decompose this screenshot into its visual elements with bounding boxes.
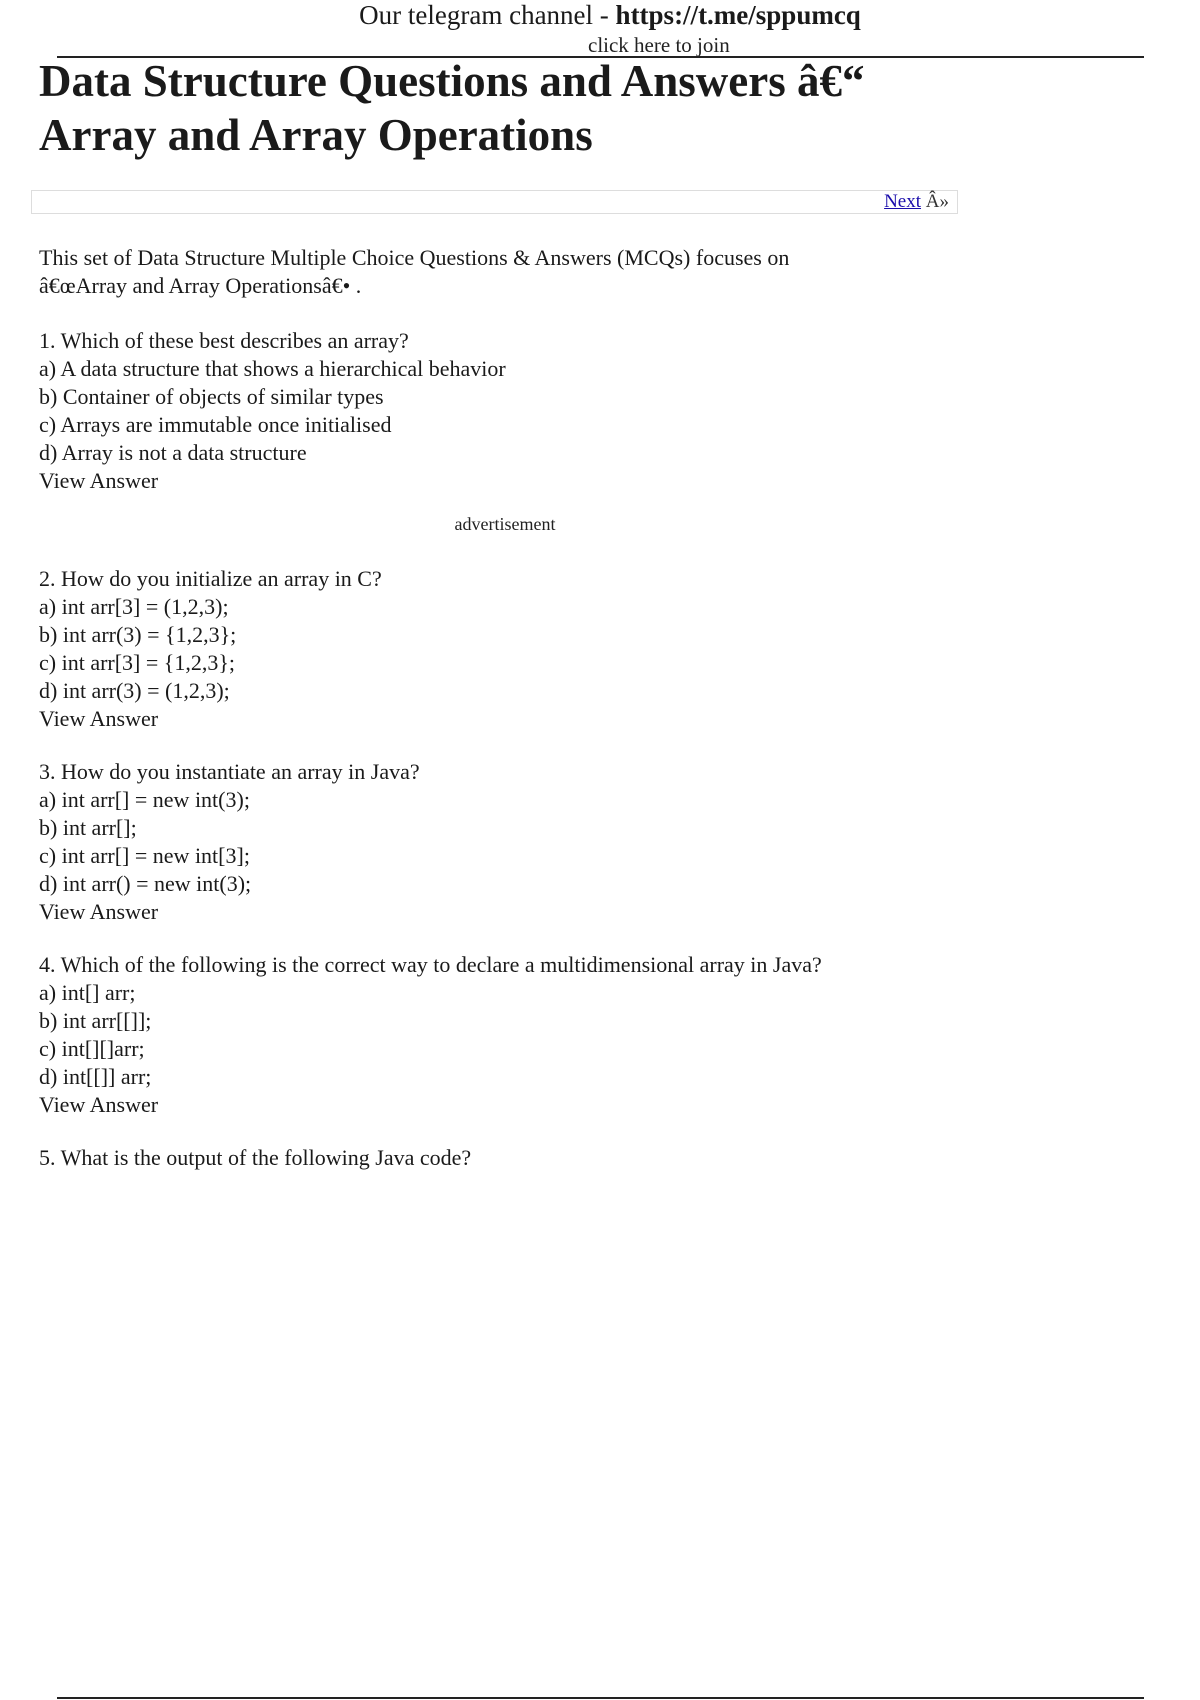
intro-paragraph (39, 244, 879, 300)
option-a: a) int[] arr; (39, 980, 136, 1005)
view-answer-button[interactable]: View Answer (39, 468, 159, 493)
option-c: c) int arr[3] = {1,2,3}; (39, 650, 236, 675)
option-c: c) int arr[] = new int[3]; (39, 843, 250, 868)
page-title-line-1: Data Structure Questions and Answers â€“ (39, 56, 865, 106)
option-d: d) Array is not a data structure (39, 440, 307, 465)
telegram-banner (0, 0, 1200, 30)
intro-line-2: â€œArray and Array Operationsâ€• . (39, 273, 362, 298)
option-d: d) int[[]] arr; (39, 1064, 152, 1089)
question-text: 3. How do you instantiate an array in Java? (39, 759, 420, 784)
telegram-line (0, 0, 1200, 30)
next-arrow-icon: Â» (925, 191, 949, 212)
option-d: d) int arr() = new int(3); (39, 871, 252, 896)
question-1 (39, 327, 939, 495)
article-content (39, 244, 939, 1197)
view-answer-button[interactable]: View Answer (39, 706, 159, 731)
question-text: 2. How do you initialize an array in C? (39, 566, 382, 591)
option-c: c) int[][]arr; (39, 1036, 145, 1061)
option-a: a) int arr[3] = (1,2,3); (39, 594, 229, 619)
advertisement-label: advertisement (454, 514, 556, 534)
view-answer-button[interactable]: View Answer (39, 1092, 159, 1117)
page-title-line-2: Array and Array Operations (39, 110, 593, 160)
question-text: 5. What is the output of the following Java code? (39, 1145, 472, 1170)
option-a: a) A data structure that shows a hierarchical behavior (39, 356, 506, 381)
intro-line-1: This set of Data Structure Multiple Choice Questions & Answers (MCQs) focuses on (39, 245, 790, 270)
option-c: c) Arrays are immutable once initialised (39, 412, 392, 437)
option-b: b) int arr[]; (39, 815, 137, 840)
view-answer-button[interactable]: View Answer (39, 899, 159, 924)
question-2 (39, 565, 939, 733)
option-d: d) int arr(3) = (1,2,3); (39, 678, 230, 703)
telegram-prefix: Our telegram channel - (359, 0, 616, 30)
option-b: b) int arr(3) = {1,2,3}; (39, 622, 237, 647)
question-5 (39, 1144, 939, 1172)
question-4 (39, 951, 939, 1119)
bottom-divider (57, 1697, 1144, 1699)
page-title (39, 54, 1039, 162)
question-3 (39, 758, 939, 926)
next-navigation (884, 191, 949, 213)
option-b: b) int arr[[]]; (39, 1008, 152, 1033)
pagination-bar (31, 190, 958, 214)
question-text: 1. Which of these best describes an array? (39, 328, 409, 353)
next-link[interactable]: Next (884, 191, 922, 212)
option-a: a) int arr[] = new int(3); (39, 787, 250, 812)
question-text: 4. Which of the following is the correct way to declare a multidimensional array in Java? (39, 952, 822, 977)
join-link[interactable]: click here to join (588, 33, 730, 57)
telegram-url-link[interactable]: https://t.me/sppumcq (615, 0, 861, 30)
option-b: b) Container of objects of similar types (39, 384, 384, 409)
